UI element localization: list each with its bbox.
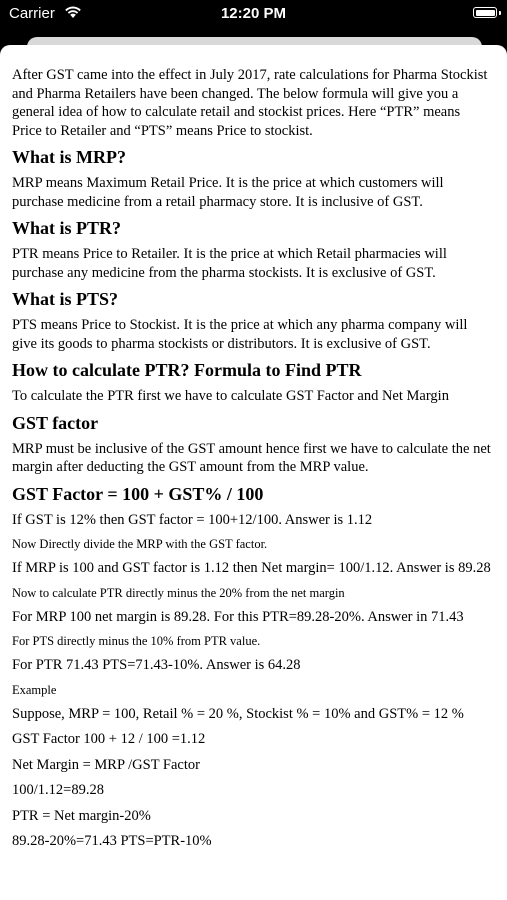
gst-factor-heading: GST factor [12,412,99,433]
example-line-2: GST Factor 100 + 12 / 100 =1.12 [12,731,206,747]
example-line-3: Net Margin = MRP /GST Factor [12,756,200,773]
article-sheet[interactable] [0,45,507,900]
gst-factor-paragraph: MRP must be inclusive of the GST amount hence first we have to calculate the net margin after deducting the GST amount from the MRP value. [12,440,491,475]
ptr-paragraph: PTR means Price to Retailer. It is the price at which Retail pharmacies will purchase any medicine from the pharma stockists. It is exclusive of GST. [12,246,447,281]
battery-cap [499,11,501,15]
calc-heading: How to calculate PTR? Formula to Find PTR [12,360,362,380]
formula-line-3: If MRP is 100 and GST factor is 1.12 then Net margin= 100/1.12. Answer is 89.28 [12,560,491,576]
mrp-heading: What is MRP? [12,147,126,167]
pts-paragraph: PTS means Price to Stockist. It is the price at which any pharma company will give its goods to pharma stockists or distributors. It is exclusive of GST. [12,317,468,352]
formula-line-2: Now Directly divide the MRP with the GST factor. [12,537,268,551]
example-line-4: 100/1.12=89.28 [12,782,104,798]
formula-line-7: For PTR 71.43 PTS=71.43-10%. Answer is 64.28 [12,657,301,673]
article-content [12,66,492,858]
ptr-heading: What is PTR? [12,218,122,238]
clock: 12:20 PM [220,5,287,22]
formula-line-1: If GST is 12% then GST factor = 100+12/100. Answer is 1.12 [12,511,373,528]
battery-icon [473,7,497,18]
formula-line-5: For MRP 100 net margin is 89.28. For this PTR=89.28-20%. Answer in 71.43 [12,608,464,625]
status-bar [0,0,507,30]
example-line-5: PTR = Net margin-20% [12,807,151,824]
calc-paragraph: To calculate the PTR first we have to calculate GST Factor and Net Margin [12,388,449,404]
formula-heading: GST Factor = 100 + GST% / 100 [12,483,264,504]
mrp-paragraph: MRP means Maximum Retail Price. It is the price at which customers will purchase medicine from a retail pharmacy store. It is inclusive of GST. [12,175,444,210]
example-label: Example [12,682,57,697]
intro-paragraph: After GST came into the effect in July 2017, rate calculations for Pharma Stockist and Pharma Retailers have been changed. The below formula will give you a general idea of how to calculate retail and stockist prices. Here “PTR” means Price to Retailer and “PTS” means Price to stockist. [12,67,488,139]
example-line-6: 89.28-20%=71.43 PTS=PTR-10% [12,833,212,849]
formula-line-4: Now to calculate PTR directly minus the 20% from the net margin [12,585,345,600]
example-line-1: Suppose, MRP = 100, Retail % = 20 %, Stockist % = 10% and GST% = 12 % [12,705,464,722]
pts-heading: What is PTS? [12,289,119,309]
formula-line-6: For PTS directly minus the 10% from PTR value. [12,634,261,648]
carrier-label: Carrier [9,5,55,22]
